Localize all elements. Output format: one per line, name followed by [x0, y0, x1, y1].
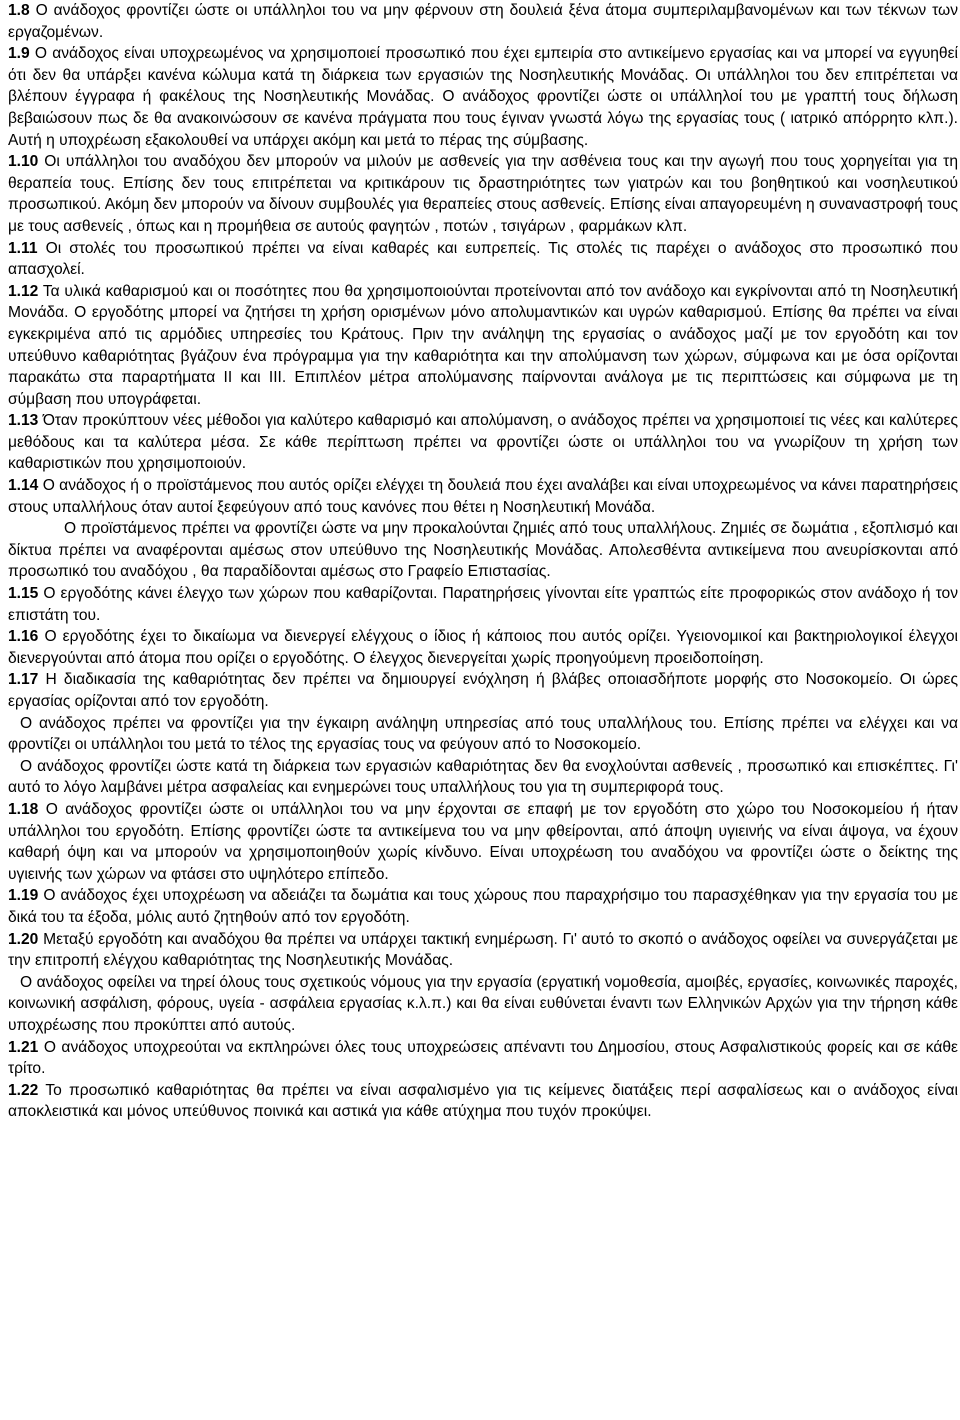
paragraph: [8, 1037, 958, 1080]
paragraph: [8, 475, 958, 518]
section-number: 1.10: [8, 153, 39, 171]
paragraph: [8, 281, 958, 411]
paragraph: [8, 669, 958, 712]
paragraph-text: Ο ανάδοχος φροντίζει ώστε οι υπάλληλοι του να μην φέρνουν στη δουλειά ξένα άτομα συμπεριλαμβανομένων και των τέκνων των εργαζομένων.: [8, 2, 958, 41]
paragraph: [8, 410, 958, 475]
section-number: 1.21: [8, 1038, 39, 1056]
section-number: 1.16: [8, 628, 39, 646]
paragraph: [8, 0, 958, 43]
paragraph-text: Ο ανάδοχος οφείλει να τηρεί όλους τους σχετικούς νόμους για την εργασία (εργατική νομοθεσία, αμοιβές, εργασίες, κοινωνικές παροχές, κοινωνική ασφάλιση, φόρους, υγεία - ασφάλεια εργασίας κ.λ.π.) και θα είναι ευθύνεται έναντι των Ελληνικών Αρχών για την τήρηση κάθε υποχρέωσης που προκύπτει από αυτούς.: [8, 973, 958, 1034]
section-number: 1.17: [8, 671, 39, 689]
paragraph: [8, 583, 958, 626]
section-number: 1.19: [8, 887, 39, 905]
section-number: 1.22: [8, 1081, 39, 1099]
paragraph: [8, 518, 958, 583]
paragraph-text: Ο ανάδοχος έχει υποχρέωση να αδειάζει τα δωμάτια και τους χώρους που παραχρήσιμο του παρασχέθηκαν για την εργασία του με δικά του τα έξοδα, μόλις αυτό ζητηθούν από τον εργοδότη.: [8, 887, 958, 926]
paragraph-text: Ο ανάδοχος φροντίζει ώστε οι υπάλληλοι του να μην έρχονται σε επαφή με τον εργοδότη στο χώρο του Νοσοκομείου ή ήταν υπάλληλοι του εργοδότη. Επίσης φροντίζει ώστε τα αντικείμενα του να μην φθείρονται, από άποψη υγιεινής να είναι άψογα, να έχουν καθαρή όψη και να μπορούν να χρησιμοποιηθούν χωρίς κίνδυνο. Είναι υποχρέωση του αναδόχου να φροντίζει ώστε ο δείκτης της υγιεινής των χώρων να φτάσει στο υψηλότερο επίπεδο.: [8, 800, 958, 883]
paragraph: [8, 151, 958, 237]
paragraph-text: Οι στολές του προσωπικού πρέπει να είναι καθαρές και ευπρεπείς. Τις στολές τις παρέχει ο ανάδοχος στο προσωπικό που απασχολεί.: [8, 239, 958, 279]
section-number: 1.20: [8, 930, 39, 948]
paragraph-text: Ο ανάδοχος ή ο προϊστάμενος που αυτός ορίζει ελέγχει τη δουλειά που έχει αναλάβει και είναι υποχρεωμένος να κάνει παρατηρήσεις στους υπαλλήλους όταν αυτοί ξεφεύγουν από τους κανόνες που θέτει η Νοσηλευτική Μονάδα.: [8, 477, 958, 516]
paragraph: [8, 1080, 958, 1123]
section-number: 1.11: [8, 239, 38, 257]
section-number: 1.12: [8, 282, 39, 300]
paragraph: [8, 799, 958, 885]
paragraph: [8, 929, 958, 972]
paragraph-text: Μεταξύ εργοδότη και αναδόχου θα πρέπει να υπάρχει τακτική ενημέρωση. Γι' αυτό το σκοπό ο ανάδοχος οφείλει να συνεργάζεται με την επιτροπή ελέγχου καθαριότητας της Νοσηλευτικής Μονάδας.: [8, 930, 958, 970]
section-number: 1.15: [8, 585, 39, 603]
paragraph: [8, 43, 958, 151]
paragraph-text: Οι υπάλληλοι του αναδόχου δεν μπορούν να μιλούν με ασθενείς για την ασθένεια τους και την αγωγή που τους χορηγείται για τη θεραπεία τους. Επίσης δεν τους επιτρέπεται να κριτικάρουν τις δραστηριότητες των γιατρών και του βοηθητικού και νοσηλευτικού προσωπικού. Ακόμη δεν μπορούν να δίνουν συμβουλές για θεραπείες στους ασθενείς. Επίσης είναι απαγορευμένη η συναναστροφή τους με τους ασθενείς , όπως και η προμήθεια σε αυτούς φαγητών , ποτών , τσιγάρων , φαρμάκων κλπ.: [8, 153, 958, 235]
paragraph-text: Ο εργοδότης κάνει έλεγχο των χώρων που καθαρίζονται. Παρατηρήσεις γίνονται είτε γραπτώς είτε προφορικώς στον ανάδοχο ή τον επιστάτη του.: [8, 585, 958, 624]
section-number: 1.14: [8, 477, 39, 495]
paragraph: [8, 885, 958, 928]
paragraph-text: Το προσωπικό καθαριότητας θα πρέπει να είναι ασφαλισμένο για τις κείμενες διατάξεις περί ασφαλίσεως και ο ανάδοχος είναι αποκλειστικά και μόνος υπεύθυνος ποινικά και αστικά για κάθε ατύχημα που τυχόν προκύψει.: [8, 1081, 958, 1121]
section-number: 1.13: [8, 412, 39, 430]
paragraph: [8, 713, 958, 756]
paragraph: [8, 756, 958, 799]
paragraph: [8, 626, 958, 669]
section-number: 1.18: [8, 800, 39, 818]
paragraph-text: Όταν προκύπτουν νέες μέθοδοι για καλύτερο καθαρισμό και απολύμανση, ο ανάδοχος πρέπει να χρησιμοποιεί τις νέες και καλύτερες μεθόδους και τα καλύτερα μέσα. Σε κάθε περίπτωση πρέπει να φροντίζει ώστε οι υπάλληλοι του να γνωρίζουν τη χρήση των καθαριστικών που χρησιμοποιούν.: [8, 412, 958, 473]
section-number: 1.8: [8, 2, 30, 19]
paragraph: [8, 972, 958, 1037]
paragraph-text: Ο ανάδοχος πρέπει να φροντίζει για την έγκαιρη ανάληψη υπηρεσίας από τους υπαλλήλους του. Επίσης πρέπει να ελέγχει και να φροντίζει οι υπάλληλοι του μετά το τέλος της εργασίας τους να φεύγουν από το Νοσοκομείο.: [8, 714, 958, 754]
paragraph-text: Ο ανάδοχος υποχρεούται να εκπληρώνει όλες τους υποχρεώσεις απέναντι του Δημοσίου, στους Ασφαλιστικούς φορείς και σε κάθε τρίτο.: [8, 1038, 958, 1078]
paragraph-text: Τα υλικά καθαρισμού και οι ποσότητες που θα χρησιμοποιούνται προτείνονται από τον ανάδοχο και εγκρίνονται από τη Νοσηλευτική Μονάδα. Ο εργοδότης μπορεί να ζητήσει τη χρήση ορισμένων μόνο απολυμαντικών και υγρών καθαρισμού. Επίσης θα πρέπει να είναι εγκεκριμένα από τις αρμόδιες υπηρεσίες του Κράτους. Πριν την ανάληψη της εργασίας ο ανάδοχος μαζί με τον εργοδότη και τον υπεύθυνο καθαριότητας βγάζουν ένα πρόγραμμα για την καθαριότητα και την απολύμανση των χώρων, σύμφωνα και με όσα ορίζονται παρακάτω στα παραρτήματα ΙΙ και ΙΙΙ. Επιπλέον μέτρα απολύμανσης παίρνονται ανάλογα με τις περιπτώσεις και σύμφωνα με τη σύμβαση που υπογράφεται.: [8, 282, 958, 408]
paragraph-text: Ο ανάδοχος είναι υποχρεωμένος να χρησιμοποιεί προσωπικό που έχει εμπειρία στο αντικείμενο εργασίας και να μπορεί να εγγυηθεί ότι δεν θα υπάρξει κανένα κώλυμα κατά τη διάρκεια των εργασιών της Νοσηλευτικής Μονάδας. Οι υπάλληλοι του δεν επιτρέπεται να βλέπουν έγγραφα ή φακέλους της Νοσηλευτικής Μονάδας. Ο ανάδοχος φροντίζει ώστε οι υπάλληλοί του με γραπτή τους δήλωση βεβαιώσουν πως δε θα ανακοινώσουν σε κανένα πράγματα που τους έγιναν γνωστά λόγω της εργασίας τους ( ιατρικό απόρρητο κλπ.). Αυτή η υποχρέωση εξακολουθεί να υπάρχει ακόμη και μετά το πέρας της σύμβασης.: [8, 45, 958, 149]
paragraph-text: Η διαδικασία της καθαριότητας δεν πρέπει να δημιουργεί ενόχληση ή βλάβες οποιασδήποτε μορφής στο Νοσοκομείο. Οι ώρες εργασίας ορίζονται από τον εργοδότη.: [8, 671, 958, 710]
paragraph-text: Ο προϊστάμενος πρέπει να φροντίζει ώστε να μην προκαλούνται ζημιές από τους υπαλλήλους. Ζημιές σε δωμάτια , εξοπλισμό και δίκτυα πρέπει να αναφέρονται αμέσως στον υπεύθυνο της Νοσηλευτικής Μονάδας. Απολεσθέντα αντικείμενα που ανευρίσκονται από προσωπικό του αναδόχου , θα παραδίδονται αμέσως στο Γραφείο Επιστασίας.: [8, 520, 958, 581]
paragraph-text: Ο εργοδότης έχει το δικαίωμα να διενεργεί ελέγχους ο ίδιος ή κάποιος που αυτός ορίζει. Υγειονομικοί και βακτηριολογικοί έλεγχοι διενεργούνται από άτομα που ορίζει ο εργοδότης. Ο έλεγχος διενεργείται χωρίς προηγούμενη προειδοποίηση.: [8, 628, 958, 667]
section-number: 1.9: [8, 45, 30, 63]
paragraph: [8, 238, 958, 281]
paragraph-text: Ο ανάδοχος φροντίζει ώστε κατά τη διάρκεια των εργασιών καθαριότητας δεν θα ενοχλούνται ασθενείς , προσωπικό και επισκέπτες. Γι' αυτό το λόγο λαμβάνει μέτρα ασφαλείας και ενημερώνει τους υπαλλήλους του για τη συμπεριφορά τους.: [8, 757, 958, 797]
